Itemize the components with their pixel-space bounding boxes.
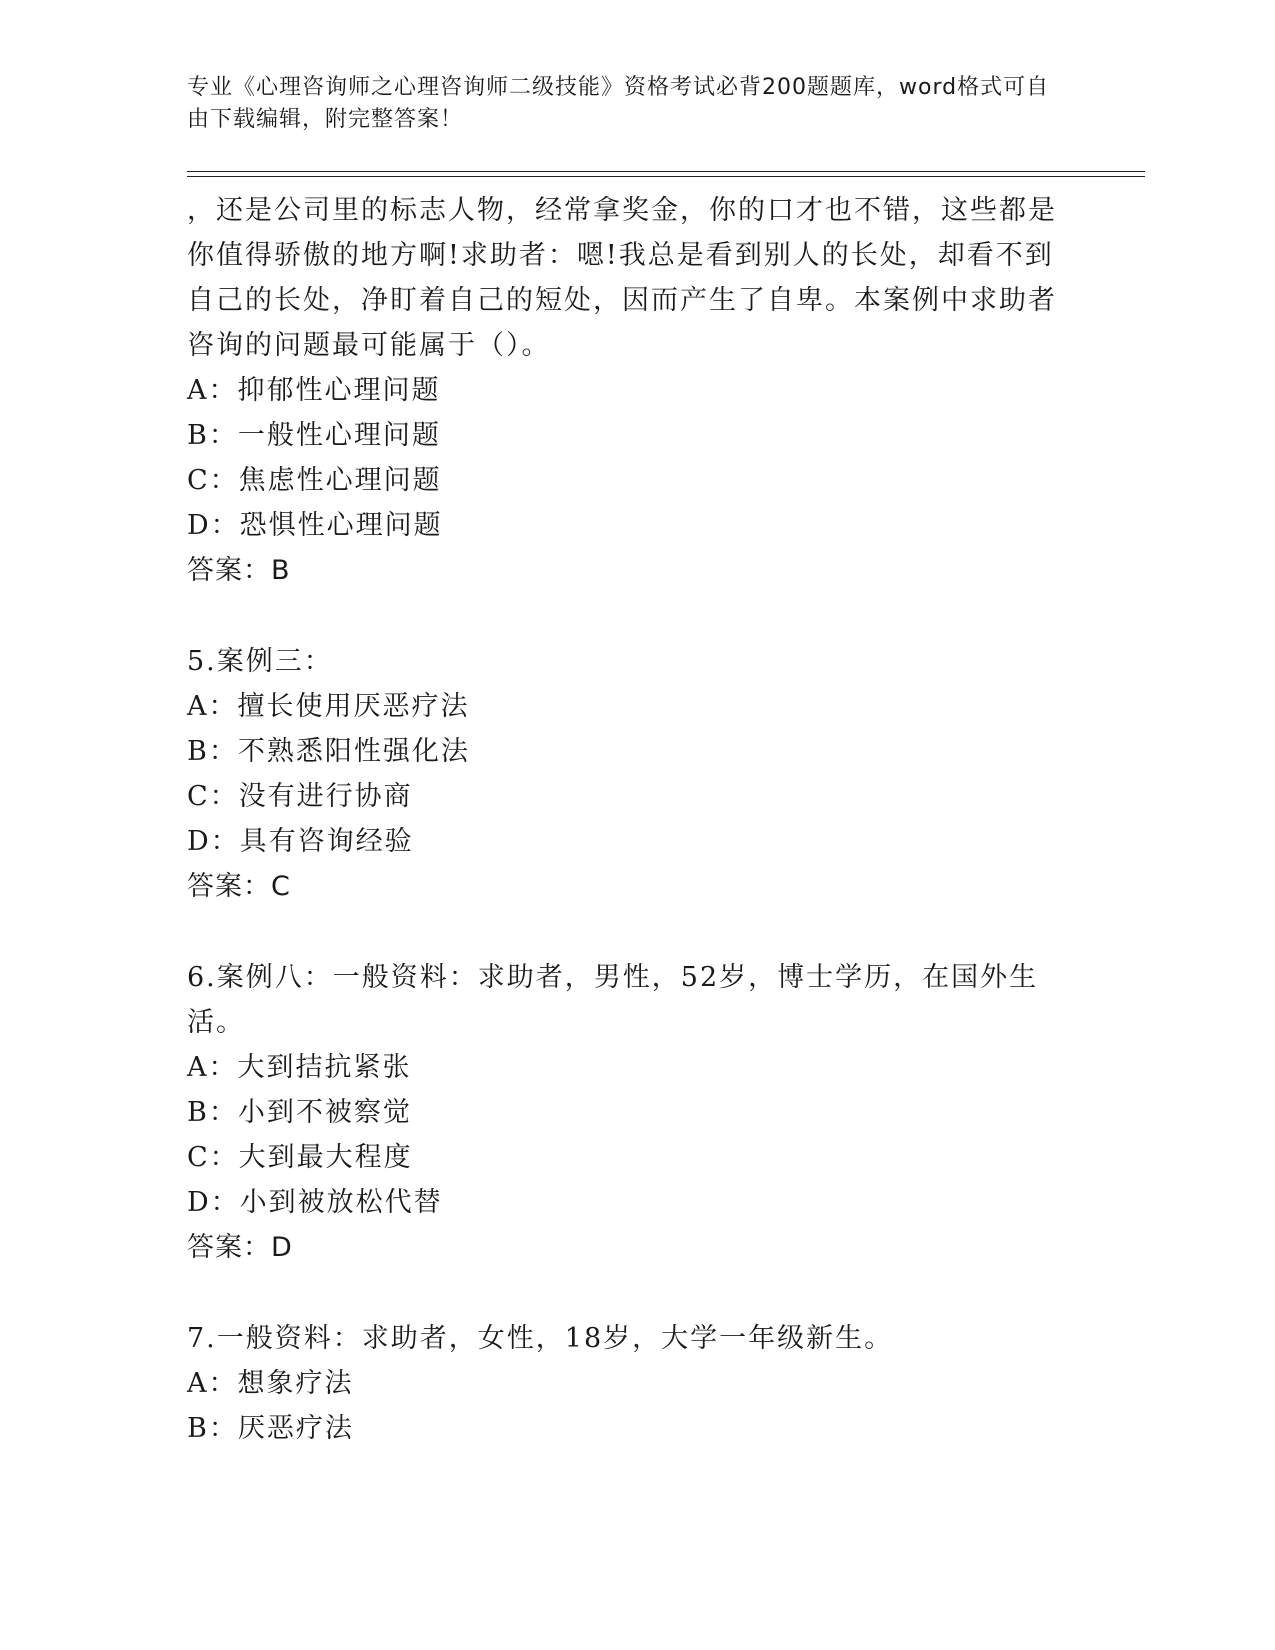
option-b: B：不熟悉阳性强化法 <box>187 736 470 767</box>
continued-question <box>187 188 1077 593</box>
question-stem: 7.一般资料：求助者，女性，18岁，大学一年级新生。 <box>187 1323 894 1354</box>
option-c: C：焦虑性心理问题 <box>187 465 442 496</box>
question-5 <box>187 639 1077 909</box>
answer: 答案：D <box>187 1232 293 1263</box>
option-d: D：小到被放松代替 <box>187 1187 443 1218</box>
option-c: C：大到最大程度 <box>187 1142 413 1173</box>
answer: 答案：C <box>187 871 291 902</box>
option-a: A：擅长使用厌恶疗法 <box>187 691 470 722</box>
document-header <box>187 72 1067 136</box>
option-d: D：具有咨询经验 <box>187 826 414 857</box>
spacer <box>187 1270 1077 1316</box>
option-c: C：没有进行协商 <box>187 781 413 812</box>
question-content <box>187 188 1077 1451</box>
question-stem: 5.案例三： <box>187 646 333 677</box>
option-a: A：大到拮抗紧张 <box>187 1052 412 1083</box>
header-divider-bottom <box>187 176 1145 177</box>
question-6 <box>187 955 1077 1270</box>
answer: 答案：B <box>187 555 291 586</box>
spacer <box>187 593 1077 639</box>
header-title: 专业《心理咨询师之心理咨询师二级技能》资格考试必背200题题库，word格式可自由下载编辑，附完整答案！ <box>187 75 1050 132</box>
option-a: A：想象疗法 <box>187 1368 354 1399</box>
question-7 <box>187 1316 1077 1451</box>
option-a: A：抑郁性心理问题 <box>187 375 441 406</box>
header-divider-top <box>187 171 1145 172</box>
option-b: B：一般性心理问题 <box>187 420 441 451</box>
option-b: B：厌恶疗法 <box>187 1413 354 1444</box>
spacer <box>187 909 1077 955</box>
question-stem: 6.案例八：一般资料：求助者，男性，52岁，博士学历，在国外生活。 <box>187 962 1039 1038</box>
continued-question-text: ，还是公司里的标志人物，经常拿奖金，你的口才也不错，这些都是你值得骄傲的地方啊!求助者：嗯!我总是看到别人的长处，却看不到自己的长处，净盯着自己的短处，因而产生了自卑。本案例中求助者咨询的问题最可能属于（）。 <box>187 195 1057 361</box>
option-b: B：小到不被察觉 <box>187 1097 412 1128</box>
option-d: D：恐惧性心理问题 <box>187 510 443 541</box>
